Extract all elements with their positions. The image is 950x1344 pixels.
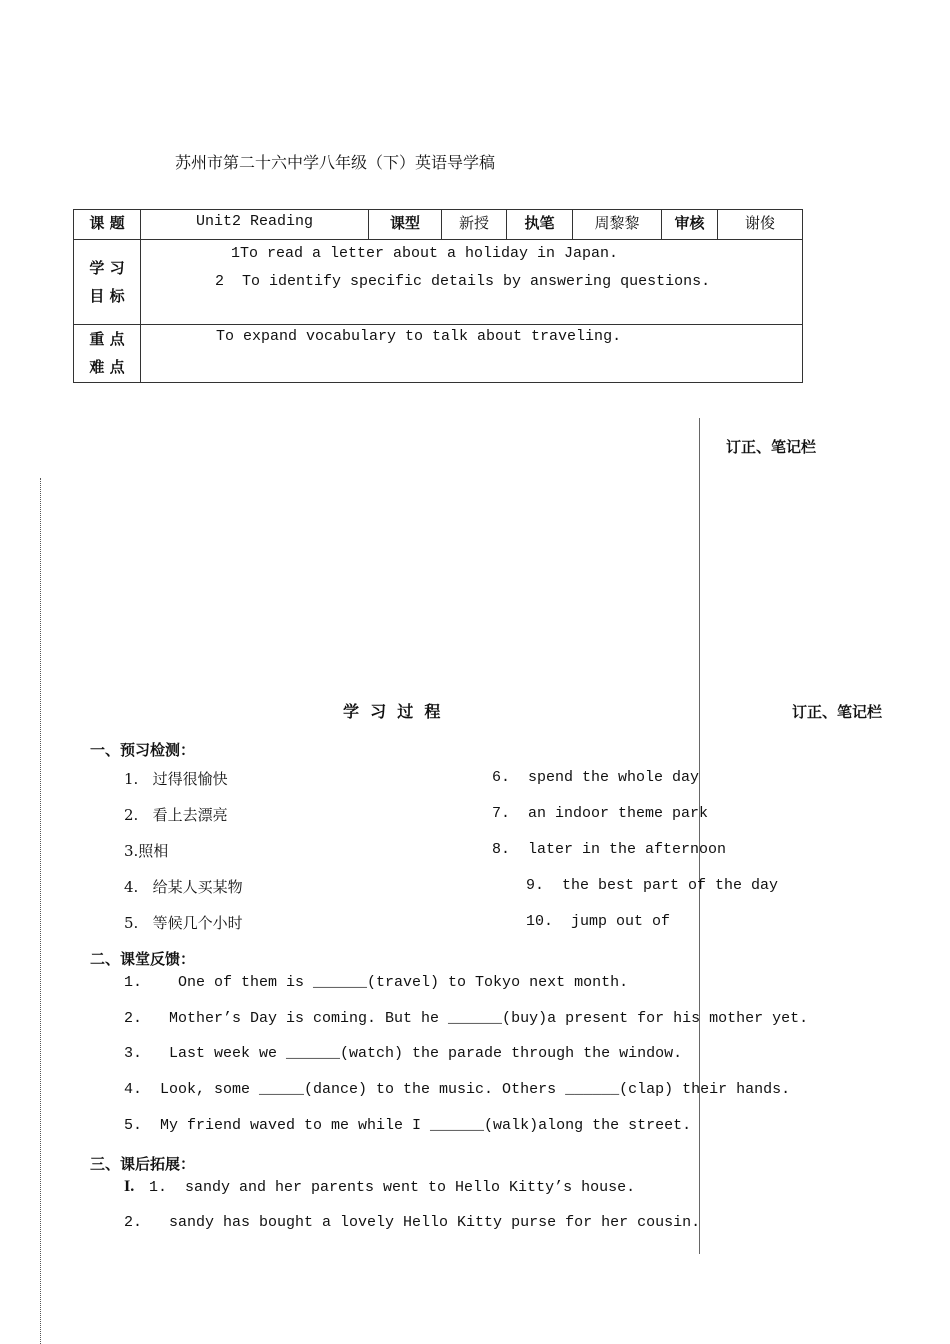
type-value: 新授 (442, 210, 507, 240)
label-review: 审核 (662, 210, 718, 240)
label-goals-line1: 学 习 (89, 259, 125, 277)
section1-heading: 一、预习检测： (90, 741, 196, 759)
label-key-line2: 难 点 (89, 358, 125, 376)
label-topic: 课 题 (74, 210, 141, 240)
extension-roman: I. (124, 1178, 135, 1195)
process-title: 学 习 过 程 (343, 702, 441, 721)
preview-item-8: 8. later in the afternoon (492, 841, 727, 858)
topic-value: Unit2 Reading (141, 210, 369, 240)
notes-label-top: 订正、笔记栏 (726, 438, 817, 456)
preview-item-6: 6. spend the whole day (492, 769, 700, 786)
section2-heading: 二、课堂反馈： (90, 950, 196, 968)
feedback-item-2: 2. Mother’s Day is coming. But he ______(buy)a present for his mother yet. (124, 1010, 809, 1027)
author-value: 周黎黎 (573, 210, 662, 240)
page-title: 苏州市第二十六中学八年级（下）英语导学稿 (175, 153, 496, 172)
extension-item-1: 1. sandy and her parents went to Hello Kitty’s house. (149, 1179, 636, 1196)
lesson-info-table (73, 209, 803, 383)
label-key (74, 325, 141, 383)
key-point: To expand vocabulary to talk about traveling. (216, 328, 622, 345)
reviewer-value: 谢俊 (718, 210, 803, 240)
goals-content (141, 240, 803, 325)
preview-item-7: 7. an indoor theme park (492, 805, 709, 822)
notes-label-mid: 订正、笔记栏 (792, 703, 883, 721)
preview-item-2: 2. 看上去漂亮 (124, 806, 228, 824)
feedback-item-1: 1. One of them is ______(travel) to Tokyo next month. (124, 974, 629, 991)
label-type: 课型 (369, 210, 442, 240)
label-key-line1: 重 点 (89, 330, 125, 348)
preview-item-5: 5. 等候几个小时 (124, 914, 243, 932)
feedback-item-5: 5. My friend waved to me while I ______(walk)along the street. (124, 1117, 692, 1134)
goal-2: 2 To identify specific details by answering questions. (215, 273, 711, 290)
notes-column-divider (699, 418, 700, 1254)
binding-margin-line (40, 478, 41, 1344)
preview-item-4: 4. 给某人买某物 (124, 878, 243, 896)
feedback-item-3: 3. Last week we ______(watch) the parade through the window. (124, 1045, 683, 1062)
section3-heading: 三、课后拓展： (90, 1155, 196, 1173)
feedback-item-4: 4. Look, some _____(dance) to the music. Others ______(clap) their hands. (124, 1081, 791, 1098)
key-content (141, 325, 803, 383)
extension-item-2: 2. sandy has bought a lovely Hello Kitty purse for her cousin. (124, 1214, 701, 1231)
preview-item-1: 1. 过得很愉快 (124, 770, 228, 788)
goal-1: 1To read a letter about a holiday in Japan. (231, 245, 619, 262)
preview-item-9: 9. the best part of the day (526, 877, 779, 894)
preview-item-10: 10. jump out of (526, 913, 671, 930)
label-author: 执笔 (507, 210, 573, 240)
label-goals (74, 240, 141, 325)
preview-item-3: 3.照相 (124, 842, 169, 860)
label-goals-line2: 目 标 (89, 287, 125, 305)
